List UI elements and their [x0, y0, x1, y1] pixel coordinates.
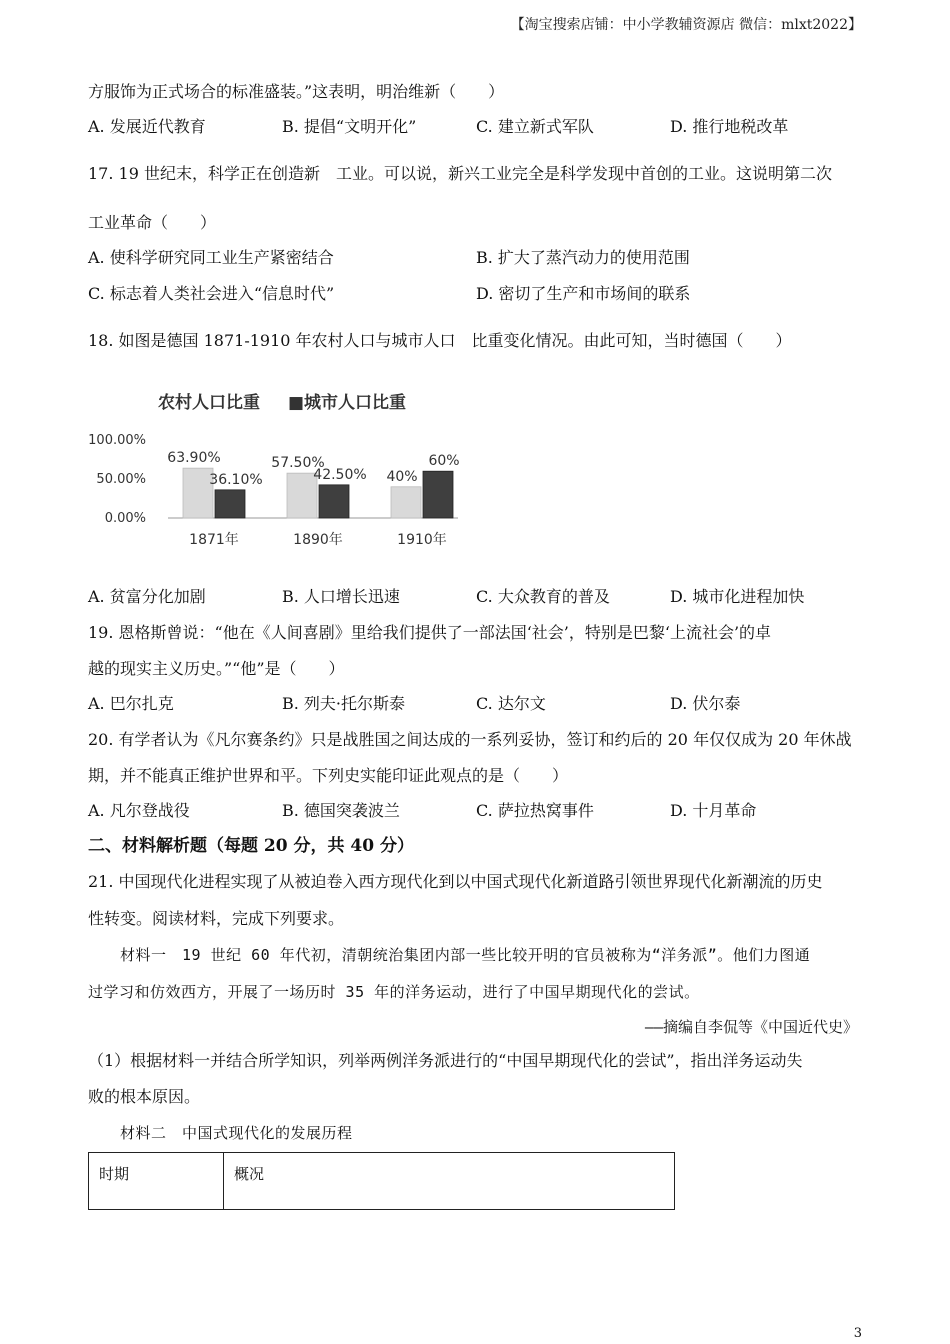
x-axis	[189, 531, 447, 548]
table-row	[89, 1153, 675, 1210]
q21-sub1-line2: 败的根本原因。	[88, 1087, 201, 1106]
population-bar-chart	[88, 378, 468, 558]
data-label: 36.10%	[209, 471, 263, 488]
q16-option-b[interactable]: B. 提倡“文明开化”	[282, 117, 417, 136]
q18-option-a[interactable]: A. 贫富分化加剧	[88, 587, 206, 606]
material1-line2: 过学习和仿效西方，开展了一场历时 35 年的洋务运动，进行了中国早期现代化的尝试。	[88, 983, 700, 1001]
x-tick-label: 1910年	[397, 532, 447, 548]
y-tick-label: 100.00%	[88, 433, 146, 448]
bar-urban	[423, 471, 453, 518]
data-label: 40%	[386, 468, 418, 485]
q17-option-c[interactable]: C. 标志着人类社会进入“信息时代”	[88, 284, 335, 303]
q17-stem-line1: 17. 19 世纪末，科学正在创造新 工业。可以说，新兴工业完全是科学发现中首创的工业。这说明第二次	[88, 164, 832, 183]
q20-option-d[interactable]: D. 十月革命	[670, 801, 757, 820]
material2-table	[88, 1152, 675, 1210]
q21-stem-line2: 性转变。阅读材料，完成下列要求。	[88, 909, 345, 928]
legend-rural: 农村人口比重	[158, 393, 260, 413]
data-label: 60%	[428, 453, 460, 470]
q20-stem-line1: 20. 有学者认为《凡尔赛条约》只是战胜国之间达成的一系列妥协，签订和约后的 20 年仅仅成为 20 年休战	[88, 730, 852, 749]
q20-option-b[interactable]: B. 德国突袭波兰	[282, 801, 400, 820]
q17-option-b[interactable]: B. 扩大了蒸汽动力的使用范围	[476, 248, 690, 267]
q18-option-b[interactable]: B. 人口增长迅速	[282, 587, 400, 606]
material1-source: ——摘编自李侃等《中国近代史》	[644, 1018, 858, 1036]
y-tick-label: 50.00%	[96, 472, 146, 487]
q20-stem-line2: 期，并不能真正维护世界和平。下列史实能印证此观点的是（ ）	[88, 766, 569, 785]
q21-sub1-line1: （1）根据材料一并结合所学知识，列举两例洋务派进行的“中国早期现代化的尝试”，指出洋务运动失	[88, 1051, 803, 1070]
page-header: 【淘宝搜索店铺：中小学教辅资源店 微信：mlxt2022】	[510, 17, 862, 33]
bars-group	[167, 450, 459, 518]
q16-option-a[interactable]: A. 发展近代教育	[88, 117, 206, 136]
q17-option-d[interactable]: D. 密切了生产和市场间的联系	[476, 284, 691, 303]
q19-option-a[interactable]: A. 巴尔扎克	[88, 694, 174, 713]
section-title: 二、材料解析题（每题 20 分，共 40 分）	[88, 836, 414, 856]
q20-option-a[interactable]: A. 凡尔登战役	[88, 801, 190, 820]
y-tick-label: 0.00%	[104, 511, 146, 526]
q17-option-a[interactable]: A. 使科学研究同工业生产紧密结合	[88, 248, 334, 267]
data-label: 57.50%	[271, 455, 325, 472]
q16-stem: 方服饰为正式场合的标准盛装。”这表明，明治维新（ ）	[88, 82, 505, 101]
q19-stem-line1: 19. 恩格斯曾说：“他在《人间喜剧》里给我们提供了一部法国‘社会’，特别是巴黎‘上流社会’的卓	[88, 623, 772, 642]
q16-option-c[interactable]: C. 建立新式军队	[476, 117, 594, 136]
x-tick-label: 1871年	[189, 532, 239, 548]
material1-line1: 材料一 19 世纪 60 年代初，清朝统治集团内部一些比较开明的官员被称为“洋务派”。他们力图通	[120, 946, 811, 964]
q18-option-d[interactable]: D. 城市化进程加快	[670, 587, 805, 606]
data-label: 63.90%	[167, 450, 221, 467]
x-tick-label: 1890年	[293, 532, 343, 548]
data-label: 42.50%	[313, 466, 367, 483]
bar-urban	[319, 485, 349, 518]
q19-stem-line2: 越的现实主义历史。”“他”是（ ）	[88, 659, 345, 678]
material2-title: 材料二 中国式现代化的发展历程	[120, 1124, 353, 1142]
q19-option-d[interactable]: D. 伏尔泰	[670, 694, 741, 713]
bar-rural	[391, 487, 421, 518]
q16-option-d[interactable]: D. 推行地税改革	[670, 117, 789, 136]
table-header-overview: 概况	[224, 1153, 675, 1210]
bar-urban	[215, 490, 245, 518]
q19-option-b[interactable]: B. 列夫·托尔斯泰	[282, 694, 406, 713]
q20-option-c[interactable]: C. 萨拉热窝事件	[476, 801, 594, 820]
q21-stem-line1: 21. 中国现代化进程实现了从被迫卷入西方现代化到以中国式现代化新道路引领世界现代化新潮流的历史	[88, 872, 823, 891]
y-axis	[88, 433, 146, 526]
q17-stem-line2: 工业革命（ ）	[88, 213, 217, 232]
q18-option-c[interactable]: C. 大众教育的普及	[476, 587, 610, 606]
q19-option-c[interactable]: C. 达尔文	[476, 694, 546, 713]
page-number: 3	[853, 1326, 862, 1341]
table-header-period: 时期	[89, 1153, 224, 1210]
q18-stem: 18. 如图是德国 1871-1910 年农村人口与城市人口 比重变化情况。由此可知，当时德国（ ）	[88, 331, 792, 350]
legend-urban: ■城市人口比重	[288, 393, 407, 413]
